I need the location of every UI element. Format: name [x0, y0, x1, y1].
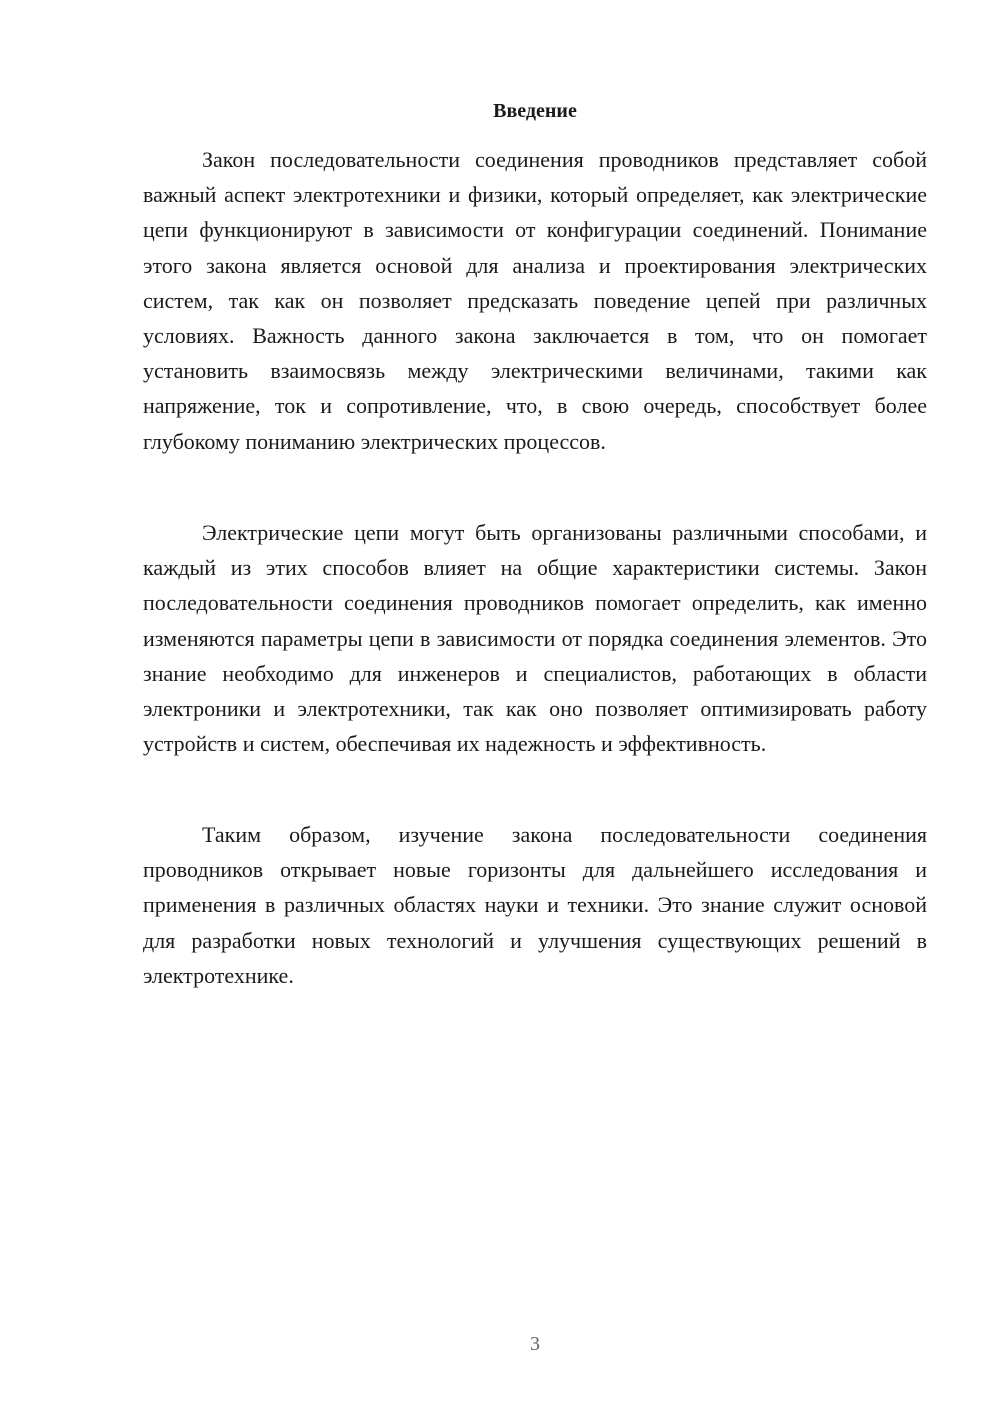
page-number: 3 — [530, 1333, 540, 1355]
page-title: Введение — [493, 100, 577, 122]
paragraph-3: Таким образом, изучение закона последовательности соединения проводников открывает новые горизонты для дальнейшего исследования и применения в различных областях науки и техники. Это знание служит основой для разработки новых технологий и улучшения существующих решений в электротехнике. — [143, 822, 927, 988]
paragraph-1: Закон последовательности соединения проводников представляет собой важный аспект электротехники и физики, который определяет, как электрические цепи функционируют в зависимости от конфигурации соединений. Понимание этого закона является основой для анализа и проектирования электрических систем, так как он позволяет предсказать поведение цепей при различных условиях. Важность данного закона заключается в том, что он помогает установить взаимосвязь между электрическими величинами, такими как напряжение, ток и сопротивление, что, в свою очередь, способствует более глубокому пониманию электрических процессов. — [143, 147, 927, 454]
paragraph-2: Электрические цепи могут быть организованы различными способами, и каждый из этих способов влияет на общие характеристики системы. Закон последовательности соединения проводников помогает определить, как именно изменяются параметры цепи в зависимости от порядка соединения элементов. Это знание необходимо для инженеров и специалистов, работающих в области электроники и электротехники, так как оно позволяет оптимизировать работу устройств и систем, обеспечивая их надежность и эффективность. — [143, 520, 927, 757]
